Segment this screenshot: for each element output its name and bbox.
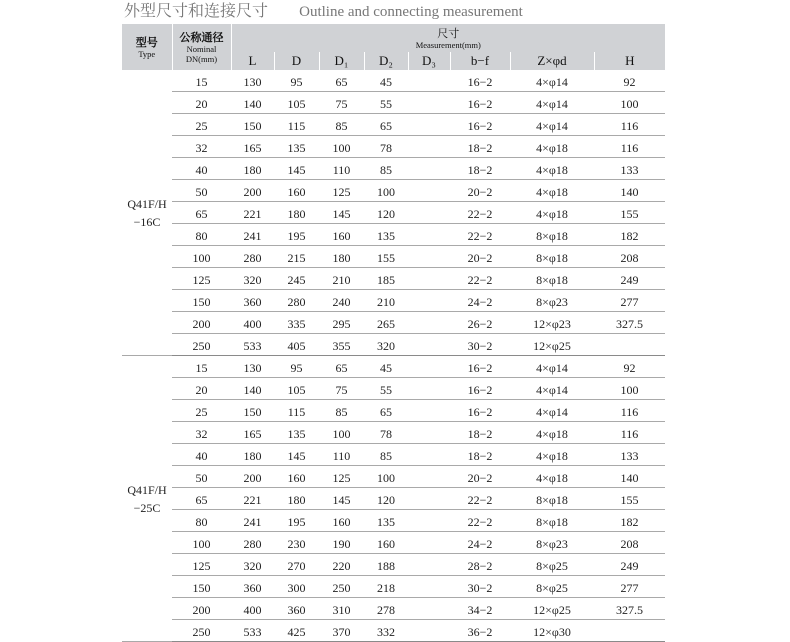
cell-D: 180 [274,488,319,510]
cell-D2: 65 [364,400,408,422]
cell-D2: 135 [364,224,408,246]
cell-D: 105 [274,92,319,114]
cell-D1: 65 [319,70,364,92]
cell-D: 145 [274,158,319,180]
cell-D3 [408,180,450,202]
table-row [122,180,665,202]
cell-D: 425 [274,620,319,642]
cell-dn: 40 [172,158,231,180]
cell-D2: 160 [364,532,408,554]
cell-D3 [408,334,450,356]
cell-z-phi-d: 4×φ18 [510,444,594,466]
type-model: Q41F/H [127,482,167,497]
cell-dn: 250 [172,620,231,642]
cell-D2: 55 [364,378,408,400]
cell-z-phi-d: 4×φ18 [510,202,594,224]
cell-D3 [408,532,450,554]
cell-D1: 145 [319,202,364,224]
table-row [122,202,665,224]
cell-dn: 40 [172,444,231,466]
cell-H: 208 [594,532,665,554]
cell-b-f: 16−2 [450,378,510,400]
table-row [122,620,665,642]
cell-dn: 65 [172,202,231,224]
cell-D1: 85 [319,400,364,422]
cell-b-f: 20−2 [450,466,510,488]
cell-b-f: 22−2 [450,224,510,246]
table-row [122,466,665,488]
cell-b-f: 22−2 [450,202,510,224]
table-row [122,114,665,136]
cell-b-f: 30−2 [450,334,510,356]
cell-D: 270 [274,554,319,576]
cell-b-f: 24−2 [450,532,510,554]
cell-H: 116 [594,422,665,444]
cell-D: 135 [274,422,319,444]
cell-D: 115 [274,114,319,136]
cell-dn: 200 [172,312,231,334]
title-chinese: 外型尺寸和连接尺寸 [124,1,269,20]
cell-b-f: 34−2 [450,598,510,620]
cell-H: 116 [594,114,665,136]
column-header-H: H [594,52,665,70]
cell-D1: 180 [319,246,364,268]
cell-D3 [408,466,450,488]
cell-b-f: 18−2 [450,444,510,466]
cell-D2: 210 [364,290,408,312]
cell-H: 116 [594,400,665,422]
cell-L: 130 [231,70,274,92]
cell-dn: 100 [172,246,231,268]
cell-D2: 85 [364,444,408,466]
cell-D1: 295 [319,312,364,334]
cell-D3 [408,136,450,158]
cell-dn: 150 [172,576,231,598]
cell-z-phi-d: 8×φ18 [510,224,594,246]
cell-H [594,620,665,642]
cell-dn: 80 [172,224,231,246]
cell-L: 165 [231,136,274,158]
cell-D3 [408,356,450,378]
cell-z-phi-d: 8×φ18 [510,488,594,510]
cell-b-f: 20−2 [450,180,510,202]
cell-D1: 100 [319,422,364,444]
cell-L: 200 [231,180,274,202]
cell-D1: 65 [319,356,364,378]
cell-L: 140 [231,92,274,114]
cell-dn: 25 [172,400,231,422]
cell-D: 230 [274,532,319,554]
cell-D1: 370 [319,620,364,642]
cell-H: 155 [594,488,665,510]
cell-H: 92 [594,70,665,92]
cell-D2: 78 [364,422,408,444]
cell-b-f: 16−2 [450,400,510,422]
cell-b-f: 24−2 [450,290,510,312]
table-row [122,598,665,620]
cell-D3 [408,70,450,92]
table-row [122,246,665,268]
cell-L: 400 [231,598,274,620]
cell-D1: 310 [319,598,364,620]
cell-D: 195 [274,510,319,532]
table-row [122,136,665,158]
table-row [122,158,665,180]
column-header-D1: D₁ [319,52,364,70]
cell-D3 [408,400,450,422]
cell-H: 100 [594,378,665,400]
cell-D: 360 [274,598,319,620]
column-header-L: L [231,52,274,70]
table-row [122,334,665,356]
cell-D1: 160 [319,510,364,532]
cell-D1: 190 [319,532,364,554]
cell-L: 241 [231,224,274,246]
cell-D2: 55 [364,92,408,114]
cell-D3 [408,422,450,444]
table-row [122,268,665,290]
cell-D2: 100 [364,466,408,488]
cell-D1: 355 [319,334,364,356]
cell-L: 165 [231,422,274,444]
cell-dn: 65 [172,488,231,510]
cell-D2: 135 [364,510,408,532]
cell-b-f: 22−2 [450,488,510,510]
cell-D2: 45 [364,356,408,378]
cell-L: 280 [231,246,274,268]
cell-b-f: 16−2 [450,92,510,114]
type-cell [122,356,172,642]
cell-H: 140 [594,180,665,202]
cell-z-phi-d: 12×φ25 [510,334,594,356]
cell-z-phi-d: 8×φ18 [510,246,594,268]
cell-D2: 120 [364,202,408,224]
cell-L: 221 [231,488,274,510]
cell-D2: 45 [364,70,408,92]
cell-b-f: 16−2 [450,356,510,378]
cell-D1: 100 [319,136,364,158]
cell-D3 [408,554,450,576]
cell-D3 [408,378,450,400]
cell-L: 533 [231,334,274,356]
cell-b-f: 22−2 [450,510,510,532]
cell-D1: 110 [319,158,364,180]
cell-D: 300 [274,576,319,598]
cell-D2: 100 [364,180,408,202]
cell-D: 195 [274,224,319,246]
cell-dn: 200 [172,598,231,620]
cell-D: 160 [274,180,319,202]
cell-z-phi-d: 4×φ14 [510,378,594,400]
cell-L: 180 [231,444,274,466]
cell-D1: 145 [319,488,364,510]
cell-dn: 250 [172,334,231,356]
type-pressure: −16C [133,214,161,229]
cell-D3 [408,488,450,510]
cell-z-phi-d: 4×φ14 [510,400,594,422]
cell-D2: 278 [364,598,408,620]
cell-b-f: 36−2 [450,620,510,642]
cell-z-phi-d: 4×φ18 [510,422,594,444]
cell-D3 [408,576,450,598]
cell-D2: 188 [364,554,408,576]
column-header-D3: D₃ [408,52,450,70]
cell-D2: 65 [364,114,408,136]
page-title [124,0,523,22]
cell-D3 [408,224,450,246]
table-row [122,532,665,554]
cell-dn: 32 [172,136,231,158]
cell-z-phi-d: 4×φ18 [510,158,594,180]
cell-dn: 80 [172,510,231,532]
column-header-z-phi-d: Z×φd [510,52,594,70]
cell-D1: 210 [319,268,364,290]
table-row [122,312,665,334]
table-row [122,92,665,114]
cell-b-f: 18−2 [450,158,510,180]
cell-b-f: 30−2 [450,576,510,598]
cell-D3 [408,444,450,466]
cell-L: 360 [231,576,274,598]
cell-z-phi-d: 8×φ23 [510,290,594,312]
cell-L: 130 [231,356,274,378]
cell-D2: 332 [364,620,408,642]
cell-D3 [408,114,450,136]
cell-b-f: 16−2 [450,70,510,92]
cell-D: 115 [274,400,319,422]
column-header-b-f: b−f [450,52,510,70]
cell-z-phi-d: 12×φ30 [510,620,594,642]
cell-D3 [408,202,450,224]
cell-b-f: 28−2 [450,554,510,576]
cell-D: 135 [274,136,319,158]
cell-z-phi-d: 8×φ18 [510,268,594,290]
cell-D2: 155 [364,246,408,268]
cell-dn: 20 [172,92,231,114]
table-row [122,70,665,92]
table-row [122,356,665,378]
cell-H: 182 [594,224,665,246]
cell-D: 145 [274,444,319,466]
cell-L: 221 [231,202,274,224]
cell-z-phi-d: 4×φ14 [510,70,594,92]
header-nominal-dn: 公称通径 Nominal DN(mm) [172,24,231,70]
cell-b-f: 18−2 [450,136,510,158]
cell-D1: 85 [319,114,364,136]
cell-D3 [408,312,450,334]
cell-dn: 125 [172,554,231,576]
cell-z-phi-d: 4×φ14 [510,114,594,136]
cell-dn: 32 [172,422,231,444]
cell-b-f: 26−2 [450,312,510,334]
table-row [122,576,665,598]
cell-D1: 240 [319,290,364,312]
cell-H: 116 [594,136,665,158]
cell-D1: 75 [319,378,364,400]
cell-D1: 250 [319,576,364,598]
cell-z-phi-d: 4×φ18 [510,180,594,202]
cell-H: 155 [594,202,665,224]
cell-H: 100 [594,92,665,114]
cell-D3 [408,92,450,114]
cell-H: 327.5 [594,312,665,334]
cell-dn: 125 [172,268,231,290]
cell-L: 360 [231,290,274,312]
table-row [122,554,665,576]
cell-dn: 100 [172,532,231,554]
cell-H [594,334,665,356]
table-row [122,224,665,246]
cell-D2: 320 [364,334,408,356]
cell-H: 249 [594,554,665,576]
header-type: 型号 Type [122,24,172,70]
cell-dn: 50 [172,180,231,202]
cell-D2: 85 [364,158,408,180]
table-row [122,378,665,400]
cell-L: 280 [231,532,274,554]
cell-z-phi-d: 12×φ25 [510,598,594,620]
table-row [122,422,665,444]
cell-D3 [408,290,450,312]
cell-dn: 15 [172,356,231,378]
cell-z-phi-d: 4×φ18 [510,136,594,158]
type-pressure: −25C [133,500,161,515]
cell-L: 241 [231,510,274,532]
cell-H: 182 [594,510,665,532]
cell-b-f: 22−2 [450,268,510,290]
cell-D: 105 [274,378,319,400]
measurement-table [122,24,665,642]
cell-z-phi-d: 8×φ23 [510,532,594,554]
cell-H: 208 [594,246,665,268]
cell-L: 140 [231,378,274,400]
cell-D: 180 [274,202,319,224]
cell-D1: 125 [319,466,364,488]
cell-D3 [408,598,450,620]
cell-D3 [408,158,450,180]
table-row [122,510,665,532]
cell-D3 [408,510,450,532]
cell-H: 277 [594,290,665,312]
cell-D: 245 [274,268,319,290]
cell-D: 335 [274,312,319,334]
cell-L: 533 [231,620,274,642]
cell-L: 200 [231,466,274,488]
cell-z-phi-d: 12×φ23 [510,312,594,334]
table-body [122,70,665,642]
table-row [122,290,665,312]
cell-z-phi-d: 4×φ18 [510,466,594,488]
cell-D2: 265 [364,312,408,334]
cell-D: 280 [274,290,319,312]
cell-dn: 50 [172,466,231,488]
cell-D2: 78 [364,136,408,158]
cell-z-phi-d: 4×φ14 [510,92,594,114]
cell-z-phi-d: 8×φ25 [510,554,594,576]
table-row [122,488,665,510]
cell-D2: 185 [364,268,408,290]
cell-dn: 20 [172,378,231,400]
cell-D3 [408,620,450,642]
cell-dn: 25 [172,114,231,136]
type-model: Q41F/H [127,196,167,211]
cell-H: 92 [594,356,665,378]
cell-H: 249 [594,268,665,290]
column-header-D2: D₂ [364,52,408,70]
cell-L: 150 [231,400,274,422]
column-header-D: D [274,52,319,70]
table-row [122,444,665,466]
cell-H: 327.5 [594,598,665,620]
cell-D3 [408,268,450,290]
cell-L: 180 [231,158,274,180]
cell-D1: 125 [319,180,364,202]
cell-dn: 150 [172,290,231,312]
cell-D: 215 [274,246,319,268]
cell-D1: 110 [319,444,364,466]
cell-H: 140 [594,466,665,488]
type-cell [122,70,172,356]
cell-b-f: 18−2 [450,422,510,444]
cell-D1: 160 [319,224,364,246]
cell-b-f: 20−2 [450,246,510,268]
cell-D: 405 [274,334,319,356]
cell-L: 400 [231,312,274,334]
cell-D1: 220 [319,554,364,576]
cell-D: 95 [274,70,319,92]
cell-D: 95 [274,356,319,378]
cell-H: 277 [594,576,665,598]
cell-z-phi-d: 4×φ14 [510,356,594,378]
cell-dn: 15 [172,70,231,92]
cell-D: 160 [274,466,319,488]
table-row [122,400,665,422]
cell-D1: 75 [319,92,364,114]
cell-D3 [408,246,450,268]
title-english: Outline and connecting measurement [299,4,523,20]
header-measurement: 尺寸 Measurement(mm) [231,24,665,52]
cell-D2: 120 [364,488,408,510]
cell-b-f: 16−2 [450,114,510,136]
cell-z-phi-d: 8×φ18 [510,510,594,532]
cell-D2: 218 [364,576,408,598]
cell-H: 133 [594,444,665,466]
cell-L: 320 [231,268,274,290]
cell-H: 133 [594,158,665,180]
cell-z-phi-d: 8×φ25 [510,576,594,598]
cell-L: 320 [231,554,274,576]
cell-L: 150 [231,114,274,136]
